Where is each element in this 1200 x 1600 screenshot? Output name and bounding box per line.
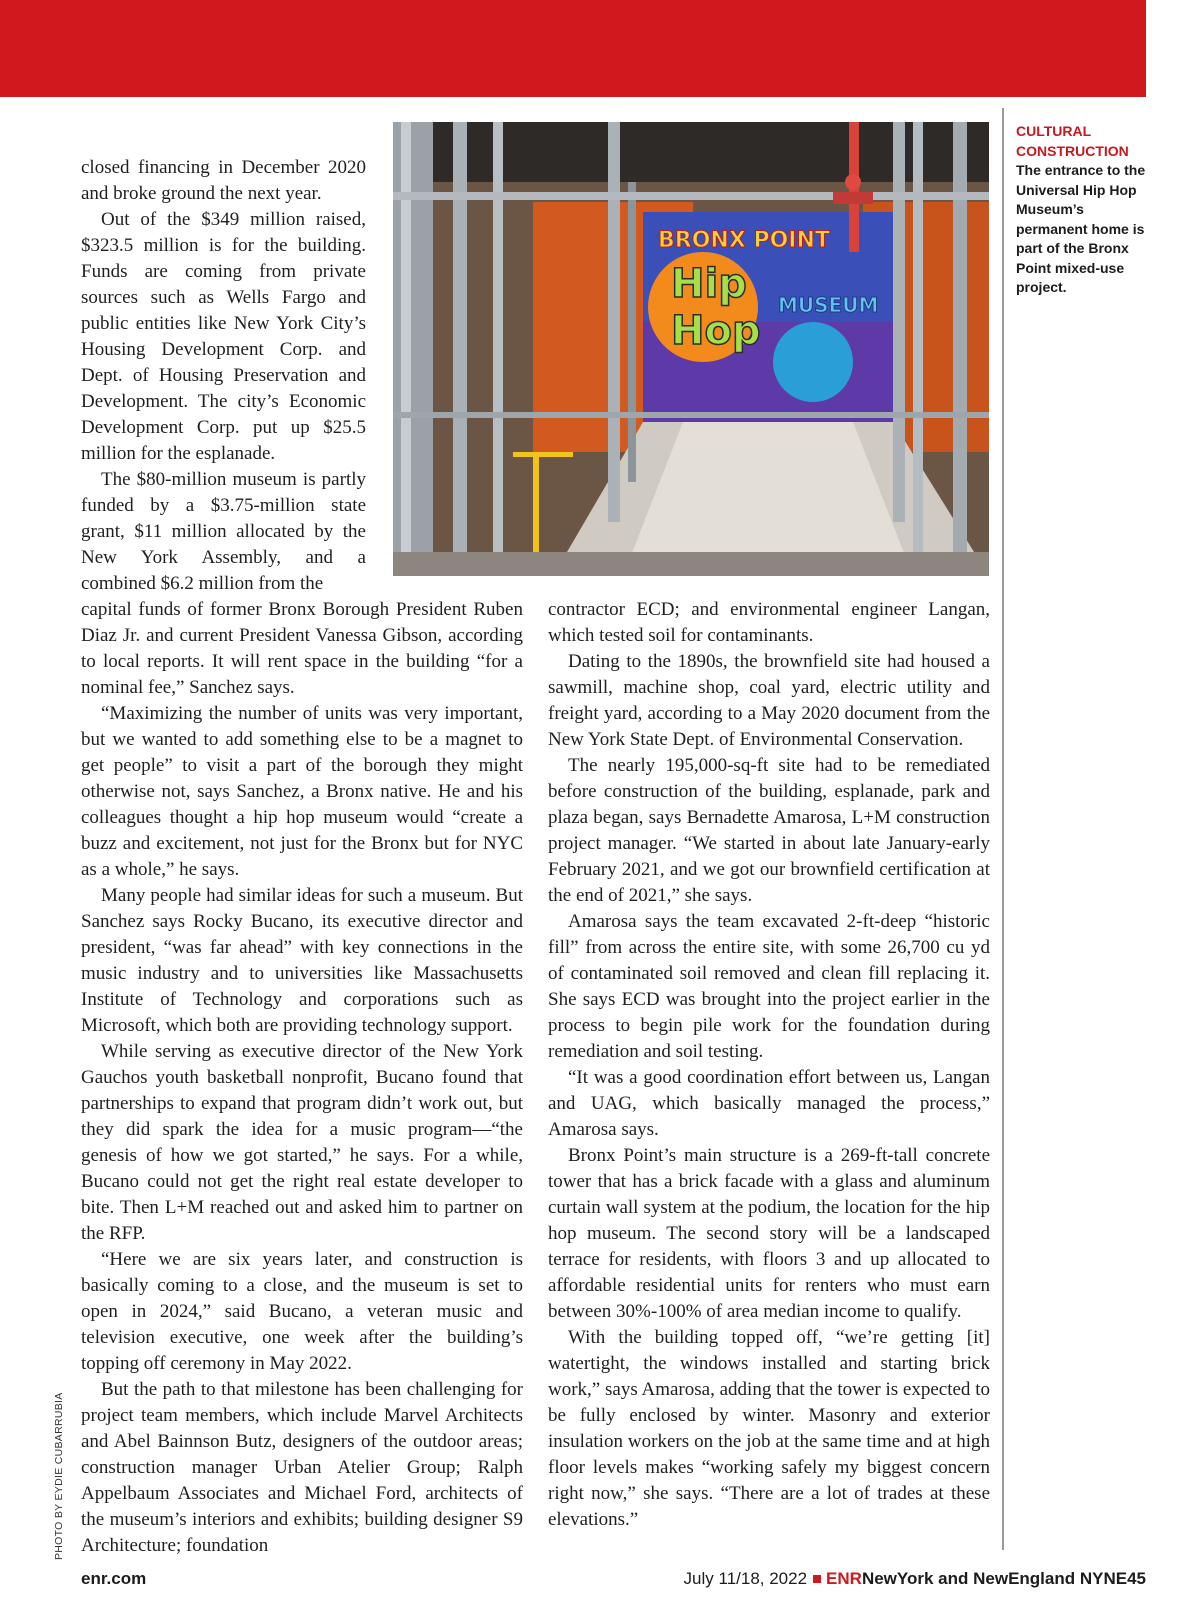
paragraph: “Maximizing the number of units was very important, but we wanted to add something else to be a magnet to get people” to visit a part of the borough they might otherwise not, says Sanchez, a Bronx native. He and his colleagues thought a hip hop museum would “create a buzz and excitement, not just for the Bronx but for NYC as a whole,” he says.	[81, 703, 523, 880]
column-1-bottom-text	[81, 597, 523, 1559]
mural-text-bronx-point: BRONX POINT	[658, 228, 830, 253]
page-number: NYNE45	[1079, 1569, 1146, 1588]
paragraph: capital funds of former Bronx Borough President Ruben Diaz Jr. and current President Vanessa Gibson, according to local reports. It will rent space in the building “for a nominal fee,” Sanchez says.	[81, 599, 523, 698]
mural-text-museum: MUSEUM	[778, 293, 879, 317]
paragraph: Out of the $349 million raised, $323.5 million is for the building. Funds are coming from private sources such as Wells Fargo and public entities like New York City’s Housing Development Corp. and Dept. of Housing Preservation and Development. The city’s Economic Development Corp. put up $25.5 million for the esplanade.	[81, 209, 366, 464]
museum-entrance-photo	[393, 122, 989, 576]
footer-date: July 11/18, 2022	[683, 1569, 808, 1588]
header-color-band	[0, 0, 1146, 97]
caption-body: The entrance to the Universal Hip Hop Museum’s permanent home is part of the Bronx Point mixed-use project.	[1016, 162, 1146, 295]
column-2-text	[548, 597, 990, 1533]
footer-brand: ENR	[826, 1569, 862, 1588]
caption-divider-rule	[1002, 108, 1004, 1550]
paragraph: Amarosa says the team excavated 2-ft-deep “historic fill” from across the entire site, with some 26,700 cu yd of contaminated soil removed and clean fill replacing it. She says ECD was brought into the project earlier in the process to begin pile work for the foundation during remediation and soil testing.	[548, 911, 990, 1062]
caption-heading: CULTURAL CONSTRUCTION	[1016, 123, 1129, 159]
paragraph: The $80-million museum is partly funded by a $3.75-million state grant, $11 million allocated by the New York Assembly, and a combined $6.2 million from the	[81, 469, 366, 594]
paragraph: closed financing in December 2020 and broke ground the next year.	[81, 157, 366, 204]
photo-caption	[1016, 122, 1156, 298]
paragraph: The nearly 195,000-sq-ft site had to be remediated before construction of the building, esplanade, park and plaza began, says Bernadette Amarosa, L+M construction project manager. “We started in about late January-early February 2021, and we got our brownfield certification at the end of 2021,” she says.	[548, 755, 990, 906]
column-1-top-text	[81, 155, 366, 597]
paragraph: Many people had similar ideas for such a museum. But Sanchez says Rocky Bucano, its executive director and president, “was far ahead” with key connections in the music industry and to universities like Massachusetts Institute of Technology and corporations such as Microsoft, which both are providing technology support.	[81, 885, 523, 1036]
paragraph: Bronx Point’s main structure is a 269-ft-tall concrete tower that has a brick facade with a glass and aluminum curtain wall system at the podium, the location for the hip hop museum. The second story will be a landscaped terrace for residents, with floors 3 and up allocated to affordable residential units for renters who must earn between 30%-100% of area median income to qualify.	[548, 1145, 990, 1322]
paragraph: contractor ECD; and environmental engineer Langan, which tested soil for contaminants.	[548, 599, 990, 646]
footer-folio	[684, 1569, 1146, 1589]
mural-text-hop: Hop	[671, 308, 761, 354]
paragraph: “Here we are six years later, and construction is basically coming to a close, and the museum is set to open in 2024,” said Bucano, a veteran music and television executive, one week after the building’s topping off ceremony in May 2022.	[81, 1249, 523, 1374]
footer-site-link[interactable]: enr.com	[81, 1569, 147, 1588]
mural-text-hip: Hip	[671, 261, 747, 307]
paragraph: “It was a good coordination effort between us, Langan and UAG, which basically managed the process,” Amarosa says.	[548, 1067, 990, 1140]
paragraph: Dating to the 1890s, the brownfield site had housed a sawmill, machine shop, coal yard, electric utility and freight yard, according to a May 2020 document from the New York State Dept. of Environmental Conservation.	[548, 651, 990, 750]
photo-credit: PHOTO BY EYDIE CUBARRUBIA	[53, 1392, 65, 1560]
paragraph: With the building topped off, “we’re getting [it] watertight, the windows installed and starting brick work,” says Amarosa, adding that the tower is expected to be fully enclosed by winter. Masonry and exterior insulation workers on the job at the same time and at high floor levels makes “working safely my biggest concern right now,” she says. “There are a lot of trades at these elevations.”	[548, 1327, 990, 1530]
paragraph: While serving as executive director of the New York Gauchos youth basketball nonprofit, Bucano found that partnerships to expand that program didn’t work out, but they did spark the idea for a music program—“the genesis of how we got started,” he says. For a while, Bucano could not get the right real estate developer to bite. Then L+M reached out and asked him to partner on the RFP.	[81, 1041, 523, 1244]
square-bullet-icon	[813, 1575, 821, 1583]
paragraph: But the path to that milestone has been challenging for project team members, which include Marvel Architects and Abel Bainnson Butz, designers of the outdoor areas; construction manager Urban Atelier Group; Ralph Appelbaum Associates and Michael Ford, architects of the museum’s interiors and exhibits; building designer S9 Architecture; foundation	[81, 1379, 523, 1556]
footer-edition: NewYork and NewEngland	[861, 1569, 1076, 1588]
